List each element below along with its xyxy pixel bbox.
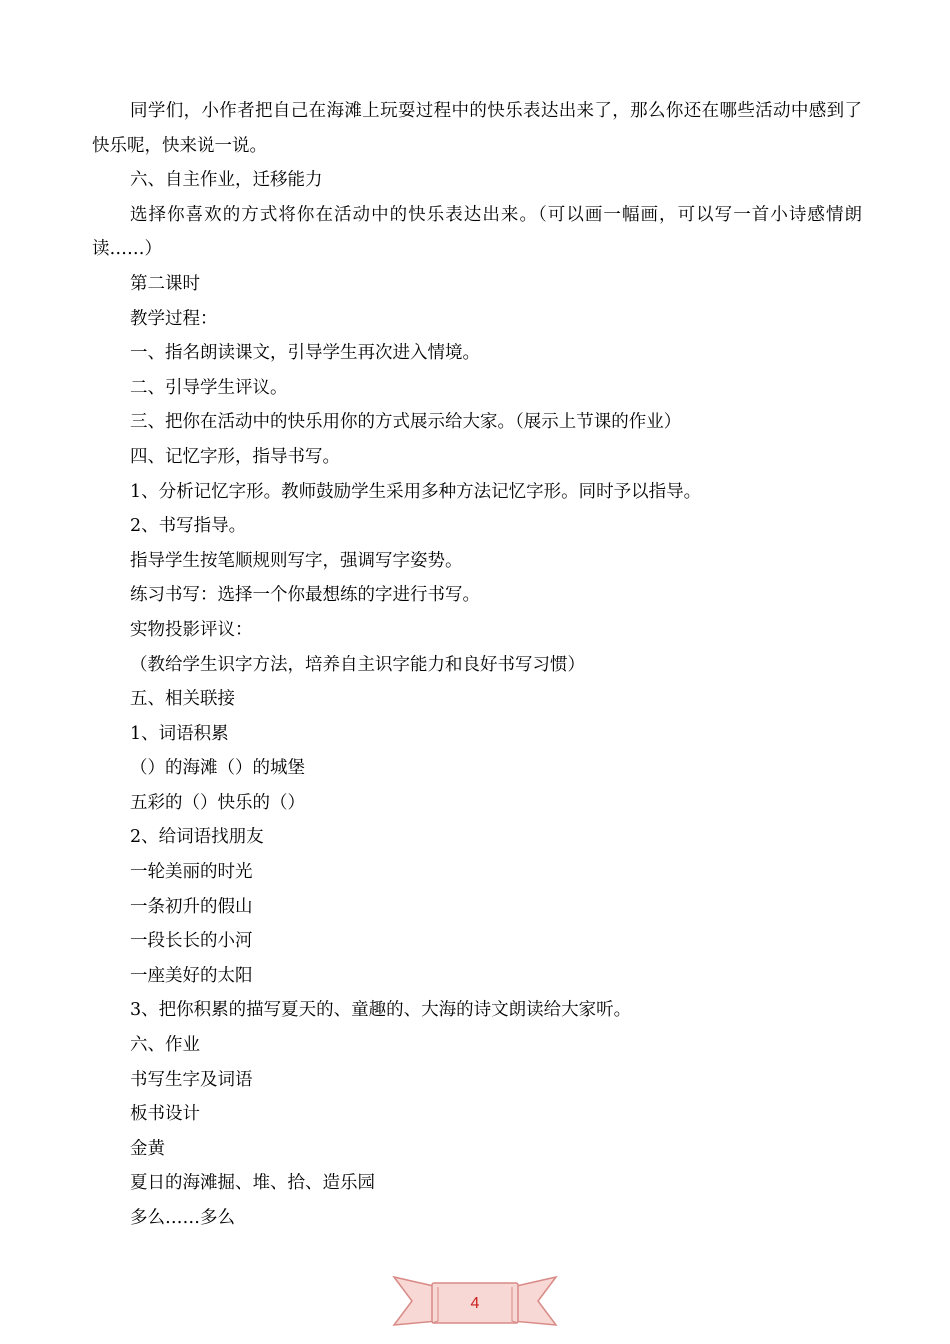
word-match-line-2: 一条初升的假山 [130, 896, 253, 917]
step-5-item-2: 2、给词语找朋友 [130, 827, 264, 848]
step-4: 四、记忆字形，指导书写。 [130, 446, 340, 467]
word-match-line-4: 一座美好的太阳 [130, 965, 253, 986]
step-6: 六、作业 [130, 1035, 200, 1056]
heading-teaching-process: 教学过程： [130, 308, 218, 329]
step-2: 二、引导学生评议。 [130, 377, 288, 398]
homework-detail: 书写生字及词语 [130, 1069, 253, 1090]
step-1: 一、指名朗读课文，引导学生再次进入情境。 [130, 343, 480, 364]
board-line-2: 夏日的海滩掘、堆、拾、造乐园 [130, 1173, 375, 1194]
step-5: 五、相关联接 [130, 689, 235, 710]
page-number-ribbon [392, 1273, 558, 1331]
heading-homework-section: 六、自主作业，迁移能力 [130, 170, 323, 191]
heading-second-lesson: 第二课时 [130, 273, 200, 294]
projection-review: 实物投影评议： [130, 619, 253, 640]
word-match-line-3: 一段长长的小河 [130, 931, 253, 952]
paragraph-homework-instruction: 选择你喜欢的方式将你在活动中的快乐表达出来。（可以画一幅画，可以写一首小诗感情朗读……） [92, 204, 862, 260]
paragraph-intro: 同学们，小作者把自己在海滩上玩耍过程中的快乐表达出来了，那么你还在哪些活动中感到了快乐呢，快来说一说。 [92, 101, 862, 156]
heading-board-design: 板书设计 [130, 1104, 200, 1125]
document-body [92, 94, 862, 1236]
board-line-3: 多么……多么 [130, 1208, 235, 1228]
writing-guidance: 指导学生按笔顺规则写字，强调写字姿势。 [130, 550, 463, 571]
step-5-item-1: 1、词语积累 [130, 723, 229, 744]
word-match-line-1: 一轮美丽的时光 [130, 862, 253, 883]
step-3: 三、把你在活动中的快乐用你的方式展示给大家。（展示上节课的作业） [130, 412, 682, 433]
word-fill-line-2: 五彩的（）快乐的（） [130, 792, 305, 813]
word-fill-line-1: （）的海滩（）的城堡 [130, 758, 305, 779]
step-4-item-1: 1、分析记忆字形。教师鼓励学生采用多种方法记忆字形。同时予以指导。 [130, 481, 702, 502]
step-4-item-2: 2、书写指导。 [130, 516, 247, 537]
page-number: 4 [470, 1295, 480, 1312]
step-5-item-3: 3、把你积累的描写夏天的、童趣的、大海的诗文朗读给大家听。 [130, 1000, 632, 1021]
board-line-1: 金黄 [130, 1138, 165, 1159]
writing-practice: 练习书写：选择一个你最想练的字进行书写。 [130, 585, 480, 606]
teaching-note: （教给学生识字方法，培养自主识字能力和良好书写习惯） [130, 654, 585, 675]
